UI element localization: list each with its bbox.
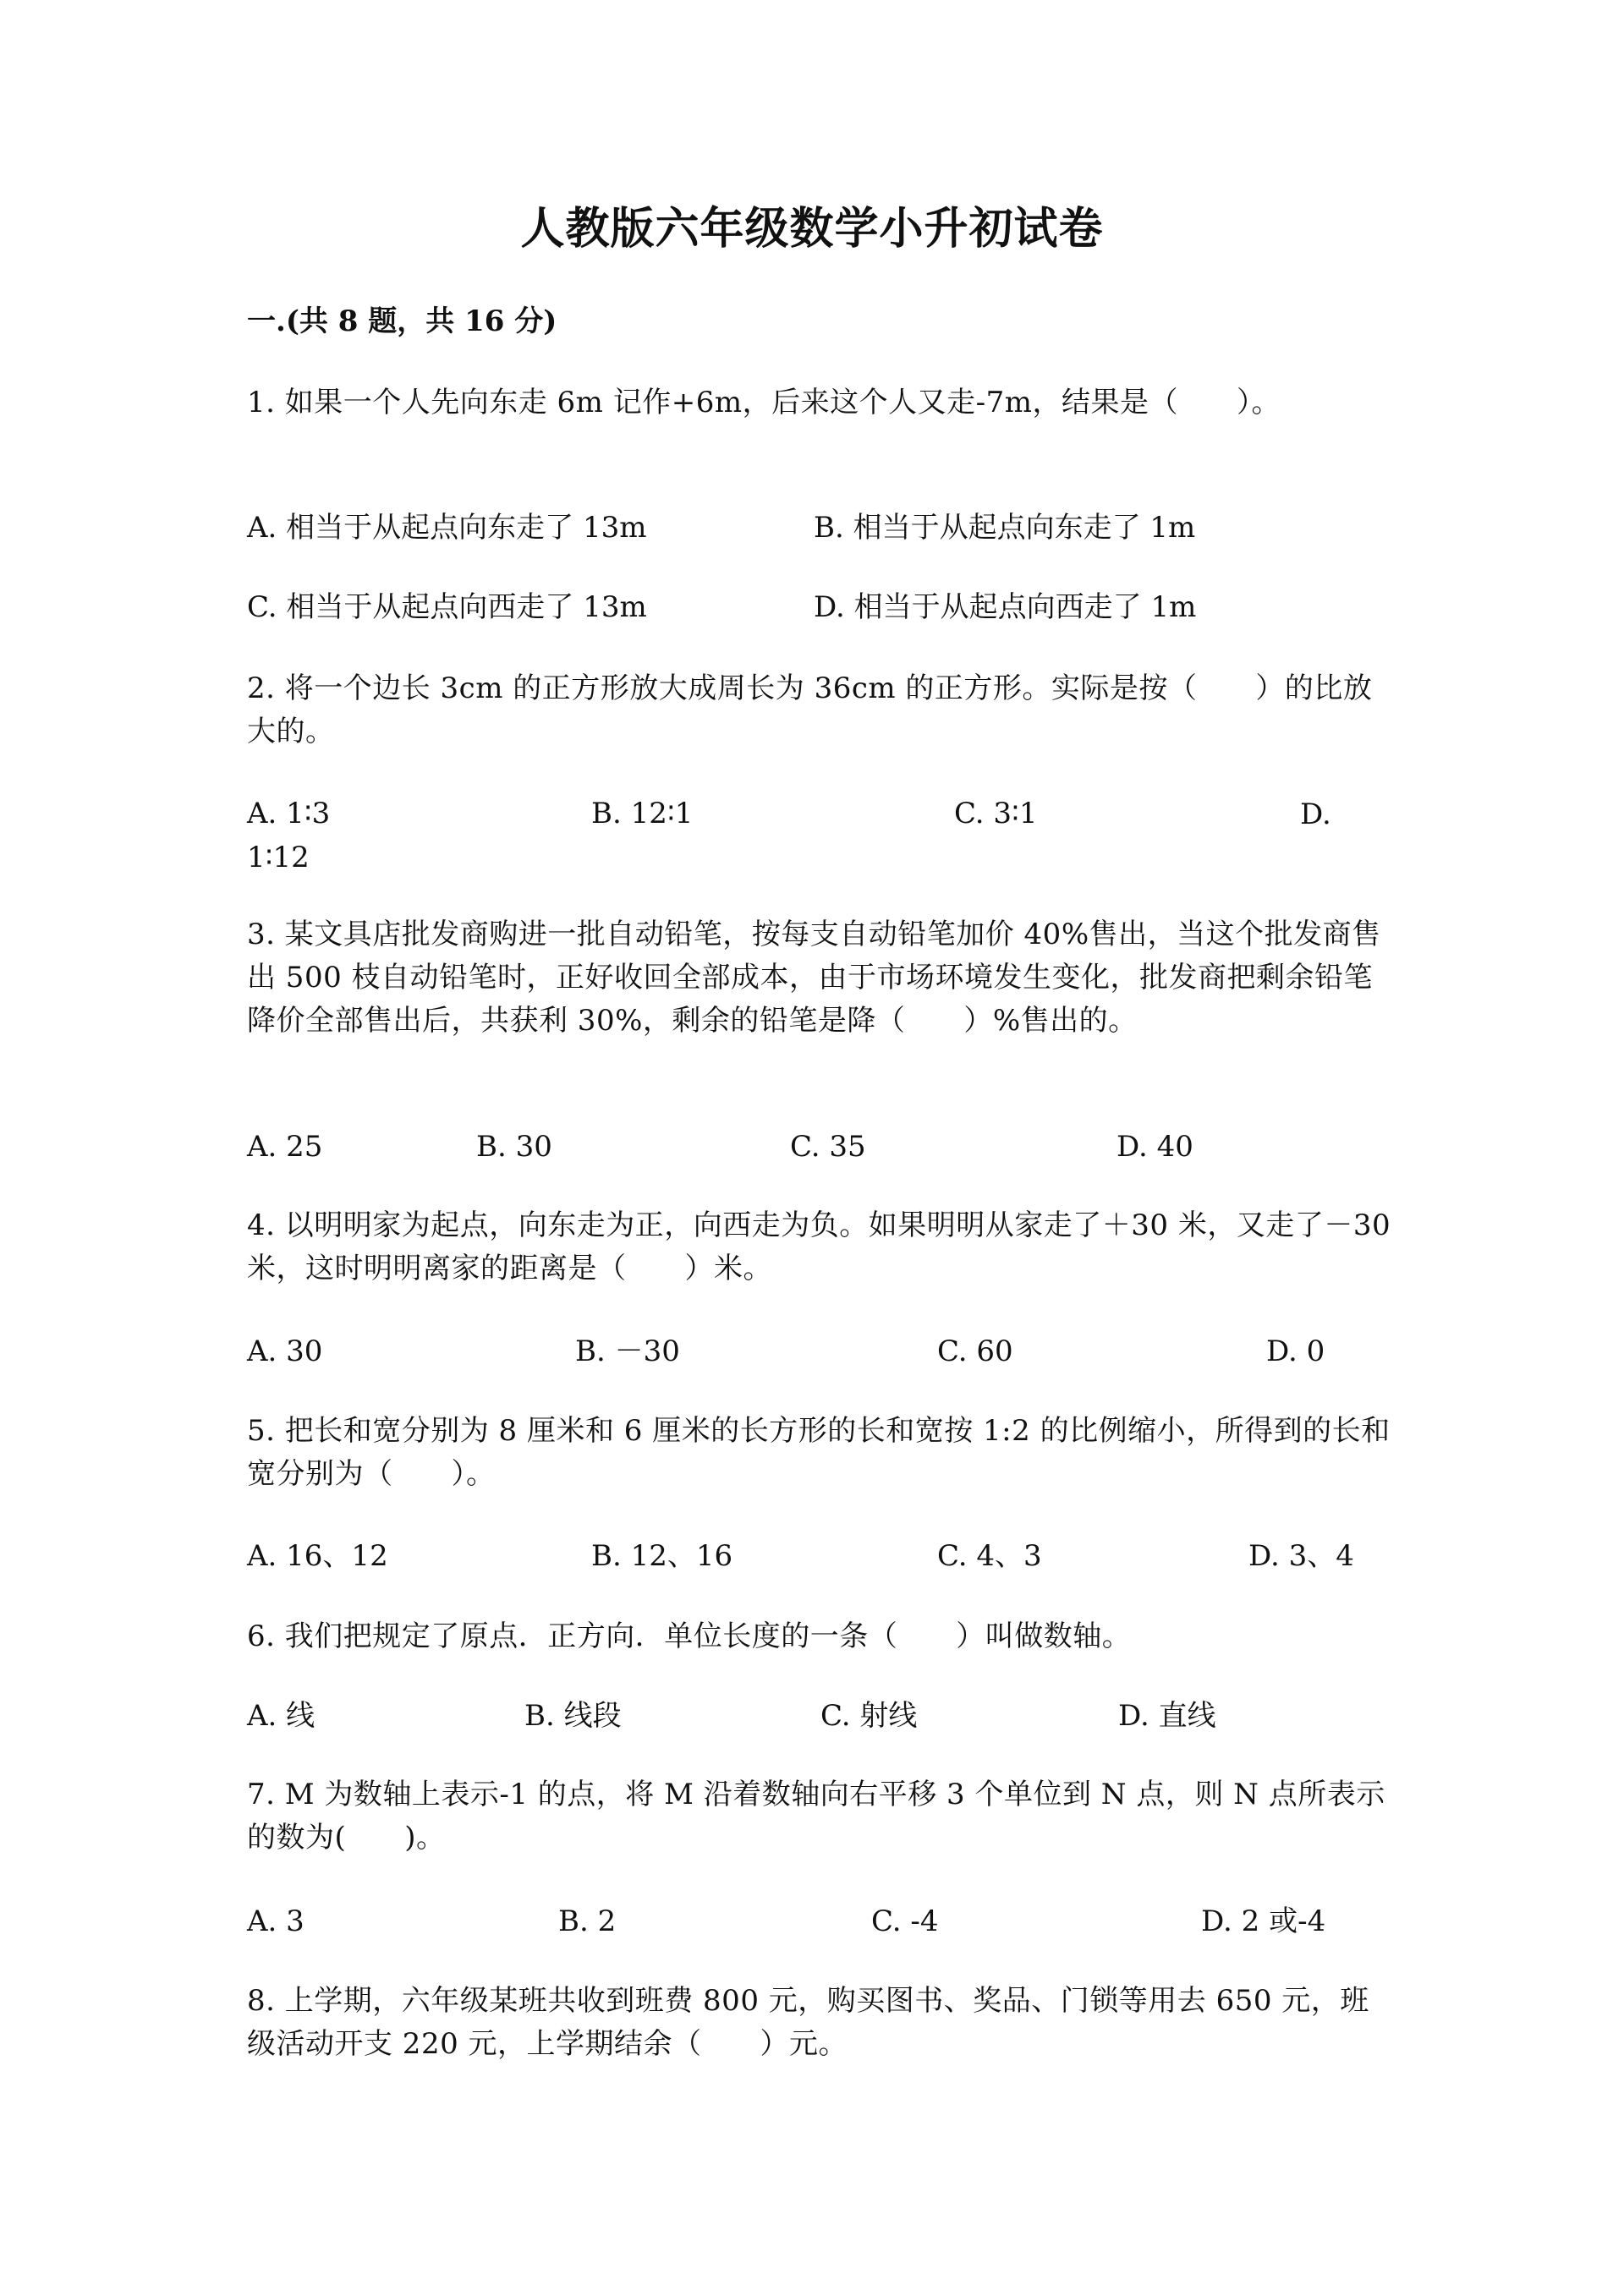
- question-1: 1. 如果一个人先向东走 6m 记作+6m，后来这个人又走-7m，结果是（ ）。: [247, 386, 1281, 419]
- q3-option-c: C. 35: [790, 1130, 866, 1164]
- q4-option-d: D. 0: [1266, 1334, 1325, 1368]
- q5-option-c: C. 4、3: [937, 1539, 1042, 1573]
- q4-option-c: C. 60: [937, 1334, 1013, 1368]
- q7-option-a: A. 3: [247, 1904, 304, 1938]
- q7-option-b: B. 2: [558, 1904, 617, 1938]
- q7-option-d: D. 2 或-4: [1201, 1904, 1326, 1938]
- q5-option-a: A. 16、12: [247, 1539, 388, 1573]
- q5-option-b: B. 12、16: [591, 1539, 733, 1573]
- q1-option-b: B. 相当于从起点向东走了 1m: [814, 511, 1196, 545]
- q6-option-a: A. 线: [247, 1699, 315, 1733]
- question-6: 6. 我们把规定了原点．正方向．单位长度的一条（ ）叫做数轴。: [247, 1619, 1132, 1653]
- q2-option-b: B. 12∶1: [591, 797, 694, 830]
- question-3: 3. 某文具店批发商购进一批自动铅笔，按每支自动铅笔加价 40%售出，当这个批发商售出 500 枝自动铅笔时，正好收回全部成本，由于市场环境发生变化，批发商把剩余铅笔降价全部售出后，共获利 30%，剩余的铅笔是降（ ）%售出的。: [247, 918, 1381, 1038]
- question-7: 7. M 为数轴上表示-1 的点，将 M 沿着数轴向右平移 3 个单位到 N 点，则 N 点所表示的数为( )。: [247, 1778, 1385, 1855]
- q3-option-b: B. 30: [476, 1130, 552, 1164]
- question-8: 8. 上学期，六年级某班共收到班费 800 元，购买图书、奖品、门锁等用去 650 元，班级活动开支 220 元，上学期结余（ ）元。: [247, 1984, 1369, 2061]
- q6-option-d: D. 直线: [1118, 1699, 1216, 1733]
- q3-option-a: A. 25: [247, 1130, 323, 1164]
- q1-option-c: C. 相当于从起点向西走了 13m: [247, 590, 647, 624]
- q6-option-b: B. 线段: [524, 1699, 622, 1733]
- q3-option-d: D. 40: [1116, 1130, 1193, 1164]
- q2-option-c: C. 3∶1: [954, 797, 1038, 830]
- question-5: 5. 把长和宽分别为 8 厘米和 6 厘米的长方形的长和宽按 1:2 的比例缩小，所得到的长和宽分别为（ ）。: [247, 1414, 1391, 1491]
- q2-option-a: A. 1∶3: [247, 797, 331, 830]
- q1-option-d: D. 相当于从起点向西走了 1m: [814, 590, 1197, 624]
- page-title: 人教版六年级数学小升初试卷: [520, 203, 1104, 255]
- q5-option-d: D. 3、4: [1248, 1539, 1354, 1573]
- q1-option-a: A. 相当于从起点向东走了 13m: [247, 511, 647, 545]
- q6-option-c: C. 射线: [820, 1699, 918, 1733]
- q7-option-c: C. -4: [871, 1904, 939, 1938]
- q4-option-b: B. －30: [575, 1334, 680, 1368]
- section-heading: 一.(共 8 题，共 16 分): [247, 304, 557, 338]
- question-4: 4. 以明明家为起点，向东走为正，向西走为负。如果明明从家走了＋30 米，又走了－30 米，这时明明离家的距离是（ ）米。: [247, 1208, 1391, 1285]
- question-2: 2. 将一个边长 3cm 的正方形放大成周长为 36cm 的正方形。实际是按（ ）的比放大的。: [247, 671, 1373, 748]
- q2-option-d: D. 1∶12: [247, 797, 1331, 874]
- q4-option-a: A. 30: [247, 1334, 323, 1368]
